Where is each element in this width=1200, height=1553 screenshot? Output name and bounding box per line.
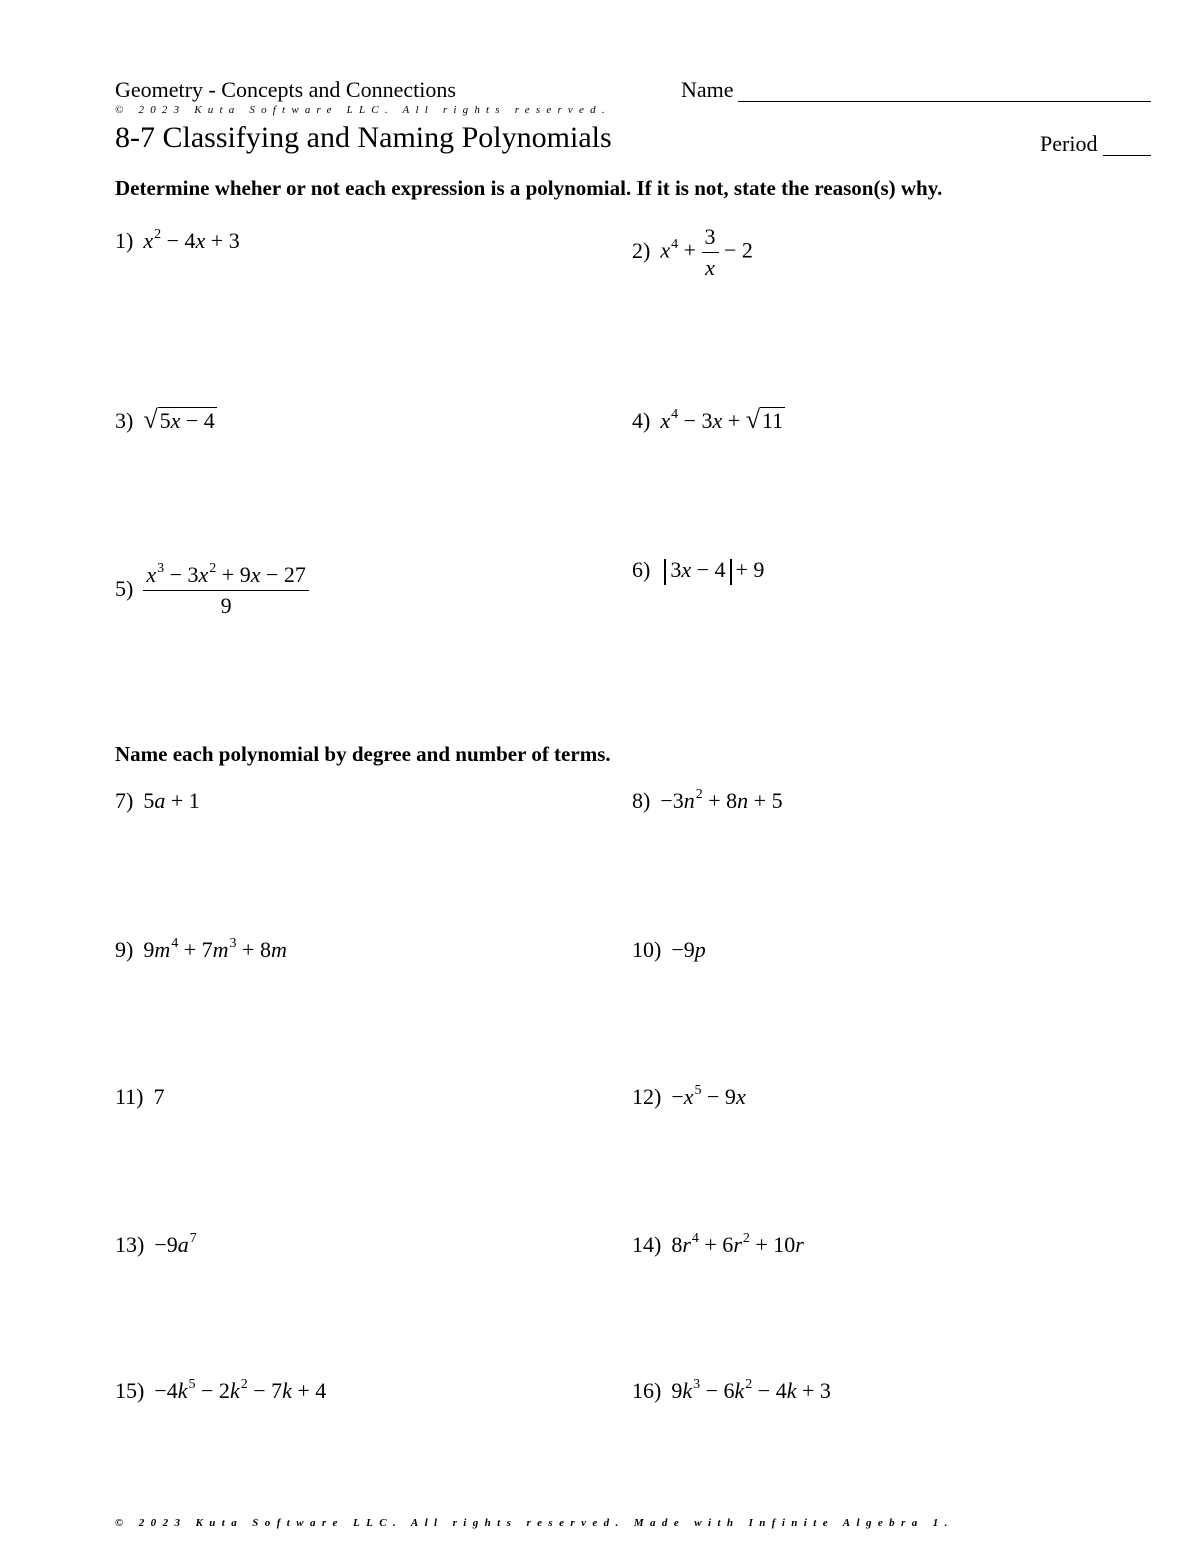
problem-number: 14) bbox=[632, 1232, 662, 1257]
absolute-value-bar bbox=[730, 559, 732, 585]
problem-number: 3) bbox=[115, 408, 134, 433]
problem-number: 12) bbox=[632, 1084, 662, 1109]
absolute-value-bar bbox=[664, 559, 666, 585]
copyright-header: © 2023 Kuta Software LLC. All rights reserved. bbox=[115, 104, 611, 116]
fraction: $\frac{3}{x}$ bbox=[702, 224, 719, 281]
problem-number: 11) bbox=[115, 1084, 144, 1109]
problem-4: 4) $x^4 - 3x + √11$ bbox=[632, 405, 784, 434]
section1-instruction: Determine wheher or not each expression is a polynomial. If it is not, state the reason(s) why. bbox=[115, 176, 943, 200]
problem-14: 14) $8r^4 + 6r^2 + 10r$ bbox=[632, 1231, 804, 1257]
footer-copyright: © 2023 Kuta Software LLC. All rights reserved. Made with Infinite Algebra 1. bbox=[115, 1517, 954, 1529]
name-label: Name bbox=[681, 77, 734, 102]
problem-number: 9) bbox=[115, 937, 134, 962]
problem-number: 7) bbox=[115, 788, 134, 813]
problem-number: 1) bbox=[115, 228, 134, 253]
problem-7: 7) 5a + 1 bbox=[115, 788, 200, 813]
problem-10: 10) −9p bbox=[632, 937, 706, 962]
problem-6: 6) 3x − 4 + 9 bbox=[632, 557, 764, 585]
problem-number: 2) bbox=[632, 237, 651, 263]
problem-2: 2) $x^4$ + $\frac{3}{x}$ − 2 bbox=[632, 224, 753, 280]
problem-15: $15) -4k^5 - 2k^2 - 7k + 4$ bbox=[115, 1377, 327, 1403]
square-root-icon: √ bbox=[745, 405, 760, 434]
course-name: Geometry - Concepts and Connections bbox=[115, 77, 456, 102]
fraction: $\frac{x^3 - 3x^2 + 9x - 27}{9}$ bbox=[143, 562, 309, 619]
worksheet-title: 8-7 Classifying and Naming Polynomials bbox=[115, 121, 612, 154]
problem-5 bbox=[115, 562, 309, 619]
problem-number: 16) bbox=[632, 1378, 662, 1403]
problem-8: $8) -3n^2 + 8n + 5$ bbox=[632, 787, 783, 813]
square-root-icon: √ bbox=[143, 405, 158, 434]
problem-16: 16) $9k^3 - 6k^2 - 4k + 3$ bbox=[632, 1377, 831, 1403]
problem-number: 13) bbox=[115, 1232, 145, 1257]
problem-11: 11) 7 bbox=[115, 1084, 165, 1109]
problem-number: 15) bbox=[115, 1378, 145, 1403]
problem-number: 8) bbox=[632, 788, 651, 813]
problem-1: 1) $x^2 - 4x + 3$ bbox=[115, 227, 240, 253]
problem-3: 3) √5x − 4 bbox=[115, 405, 215, 434]
problem-number: 5) bbox=[115, 575, 134, 601]
problem-number: 6) bbox=[632, 557, 651, 582]
problem-number: 4) bbox=[632, 408, 651, 433]
problem-9: 9) $9m^4 + 7m^3 + 8m$ bbox=[115, 936, 287, 962]
name-field-line[interactable] bbox=[738, 101, 1151, 102]
problem-13: $13) -9a^7$ bbox=[115, 1231, 197, 1257]
problem-number: 10) bbox=[632, 937, 662, 962]
problem-12: $12) -x^5 - 9x$ bbox=[632, 1083, 746, 1109]
period-field-line[interactable] bbox=[1103, 155, 1151, 156]
section2-instruction: Name each polynomial by degree and number of terms. bbox=[115, 742, 611, 766]
period-label: Period bbox=[1040, 131, 1098, 156]
